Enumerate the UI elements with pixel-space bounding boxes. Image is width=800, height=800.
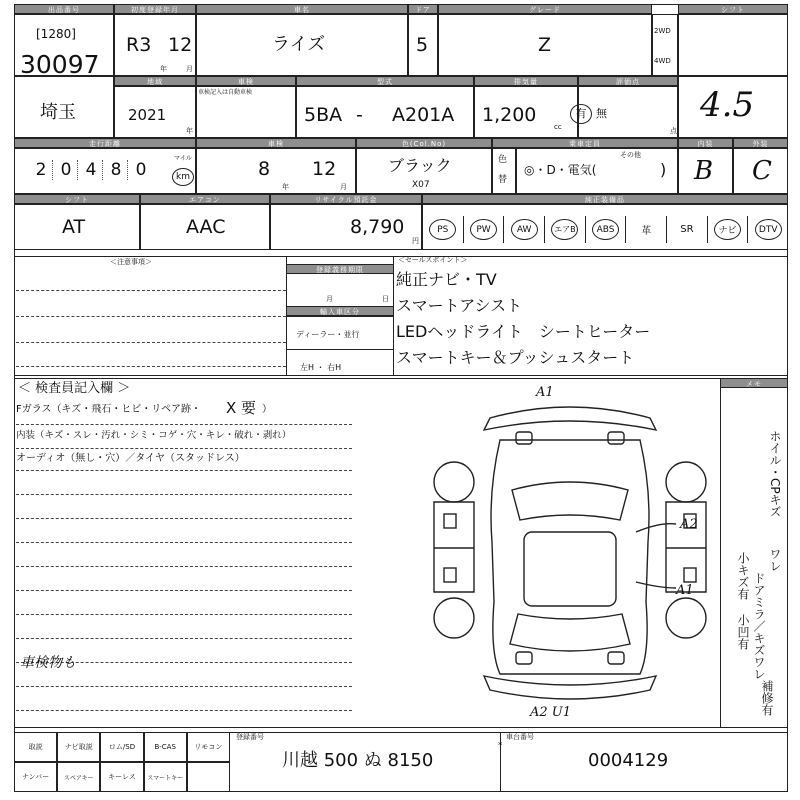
score-cell xyxy=(578,86,678,138)
equipment-ps: PS xyxy=(423,216,464,243)
score-unit: 点 xyxy=(670,127,677,135)
recycle-value: 8,790 xyxy=(350,216,405,238)
inspector-line-glass: Fガラス（キズ・飛石・ヒビ・リペア跡・ xyxy=(16,404,202,415)
equipment-pw: PW xyxy=(464,216,505,243)
model-code: A201A xyxy=(392,104,455,126)
header-inspection-expiry: 車検 xyxy=(196,138,356,148)
top-right-cell xyxy=(678,14,788,76)
header-mileage: 走行距離 xyxy=(14,138,196,148)
inspection-year: 8 xyxy=(258,158,271,180)
month-value: 12 xyxy=(168,34,193,56)
header-region: 地域 xyxy=(114,76,196,86)
color-value: ブラック xyxy=(388,156,452,175)
footer-chassis-number: 0004129 xyxy=(588,750,669,771)
model-year-value: 2021 xyxy=(128,106,167,124)
equipment-sunroof: SR xyxy=(667,216,708,243)
memo-text-5: 小凹有 xyxy=(736,614,750,650)
tax-no: 無 xyxy=(596,107,607,120)
mileage-digit: 2 xyxy=(30,160,53,180)
era-value: R3 xyxy=(126,34,152,56)
registration-month: 月 xyxy=(326,295,333,303)
footer-chassis-label: 車台番号 xyxy=(506,733,534,741)
displacement-value: 1,200 xyxy=(482,104,537,126)
footer-chassis-prefix: * xyxy=(498,741,503,751)
shift-value: AT xyxy=(62,216,86,238)
header-exterior: 外装 xyxy=(733,138,788,148)
header-memo: メモ xyxy=(720,378,788,388)
drive-2wd: 2WD xyxy=(654,27,671,35)
header-displacement: 排気量 xyxy=(474,76,578,86)
footer-keyless: キーレス xyxy=(100,762,143,792)
grade-value: Z xyxy=(538,34,552,56)
tax-yes-circle: 有 xyxy=(570,104,592,124)
model-year-unit: 年 xyxy=(186,127,193,135)
lot-prefix: [1280] xyxy=(36,27,76,41)
aircon-value: AAC xyxy=(186,216,226,238)
inspection-note: 車検記入は自動車検 xyxy=(198,89,253,96)
displacement-unit: cc xyxy=(554,123,562,131)
memo-text-3: ドアミラ／キズワレ xyxy=(752,572,766,680)
header-interior: 内装 xyxy=(678,138,733,148)
door-value: 5 xyxy=(416,34,429,56)
footer-remote: リモコン xyxy=(187,732,230,762)
fuel-other-label: その他 xyxy=(620,151,641,159)
exterior-grade: C xyxy=(752,156,772,186)
inspection-year-unit: 年 xyxy=(282,183,289,191)
mileage-mile: マイル xyxy=(174,155,192,162)
color-code: X07 xyxy=(412,180,430,190)
import-type: ディーラー・並行 xyxy=(296,330,360,339)
footer-bcas: B-CAS xyxy=(144,732,187,762)
header-registration: 登録義務期限 xyxy=(286,264,394,274)
footer-plate: ナンバー xyxy=(14,762,57,792)
equipment-airbag: エアB xyxy=(545,216,586,243)
footer-accessory-grid xyxy=(14,732,230,792)
car-damage-diagram xyxy=(420,382,720,722)
inspector-line-audio: オーディオ（無し・穴）／タイヤ（スタッドレス） xyxy=(16,453,245,464)
mileage-digit: 0 xyxy=(55,160,78,180)
mileage-digits xyxy=(30,160,152,180)
footer-reg-label: 登録番号 xyxy=(236,733,264,741)
registration-day: 日 xyxy=(382,295,389,303)
damage-mark-rear: A2 U1 xyxy=(530,705,572,720)
header-aircon: エアコン xyxy=(140,194,270,204)
header-score: 評価点 xyxy=(578,76,678,86)
fuel-close: ) xyxy=(660,160,667,179)
memo-text-6: 補修有 xyxy=(760,680,774,716)
lot-number: 30097 xyxy=(20,50,100,79)
color-change-label-2: 替 xyxy=(498,175,508,185)
equipment-abs: ABS xyxy=(586,216,627,243)
equipment-aw: AW xyxy=(504,216,545,243)
header-grade: グレード xyxy=(438,4,652,14)
interior-grade: B xyxy=(694,156,714,186)
recycle-unit: 円 xyxy=(412,237,419,245)
sales-point-4: スマートキー＆プッシュスタート xyxy=(396,348,635,367)
sales-title: ＜セールスポイント＞ xyxy=(398,256,468,264)
sales-point-3: LEDヘッドライト シートヒーター xyxy=(396,322,651,341)
header-color: 色(Col.No) xyxy=(356,138,492,148)
inspector-handwritten-note: 車検物も xyxy=(20,655,76,671)
year-unit: 年 xyxy=(160,65,167,73)
inspection-month: 12 xyxy=(312,158,337,180)
memo-text-4: 小キズ有 xyxy=(736,552,750,600)
sales-point-1: 純正ナビ・TV xyxy=(396,270,497,289)
inspector-glass-close: ） xyxy=(262,404,272,415)
memo-text-1: ホイル・CPキズ xyxy=(768,430,782,518)
mileage-digit: 0 xyxy=(135,160,147,180)
header-car-name: 車名 xyxy=(196,4,408,14)
month-unit: 月 xyxy=(186,65,193,73)
header-import: 輸入車区分 xyxy=(286,306,394,316)
footer-smartkey: スマートキー xyxy=(144,762,187,792)
header-shift-top: シフト xyxy=(678,4,788,14)
mileage-digit: 8 xyxy=(105,160,128,180)
damage-mark-front: A1 xyxy=(536,385,554,400)
header-model: 型式 xyxy=(296,76,474,86)
header-session: 出品番号 xyxy=(14,4,114,14)
equipment-list xyxy=(423,216,788,243)
footer-spare-key: スペアキー xyxy=(57,762,100,792)
equipment-leather: 革 xyxy=(626,216,667,243)
mileage-digit: 4 xyxy=(80,160,103,180)
drive-4wd: 4WD xyxy=(654,57,671,65)
inspector-line-interior: 内装（キズ・スレ・汚れ・シミ・コゲ・穴・キレ・破れ・剥れ） xyxy=(16,430,292,441)
footer-manual: 取説 xyxy=(14,732,57,762)
fuel-options: ◎・D・電気( xyxy=(524,163,597,177)
color-change-label-1: 色 xyxy=(498,155,508,165)
footer-empty xyxy=(187,762,230,792)
car-name-value: ライズ xyxy=(272,34,326,55)
footer-navi-manual: ナビ取説 xyxy=(57,732,100,762)
header-shift: シフト xyxy=(14,194,140,204)
header-inspection: 車検 xyxy=(196,76,296,86)
inspection-month-unit: 月 xyxy=(340,183,347,191)
header-recycle: リサイクル預託金 xyxy=(270,194,422,204)
damage-mark-right-rear: A1 xyxy=(676,583,694,598)
score-value: 4.5 xyxy=(700,85,755,125)
header-seat: 乗車定員 xyxy=(492,138,678,148)
inspector-glass-mark: X 要 xyxy=(226,399,257,417)
region-value: 埼玉 xyxy=(40,102,76,123)
model-prefix: 5BA xyxy=(304,104,343,126)
footer-reg-number: 川越 500 ぬ 8150 xyxy=(282,750,434,771)
handle-type: 左H ・ 右H xyxy=(300,363,342,372)
header-first-registration: 初度登録年月 xyxy=(114,4,196,14)
inspector-title: ＜ 検査員記入欄 ＞ xyxy=(18,381,131,396)
footer-rom-sd: ロム/SD xyxy=(100,732,143,762)
equipment-navi: ナビ xyxy=(708,216,749,243)
model-dash: - xyxy=(356,104,363,126)
equipment-dtv: DTV xyxy=(748,216,788,243)
drive-cell xyxy=(652,14,678,76)
header-equipment: 純正装備品 xyxy=(422,194,788,204)
sales-point-2: スマートアシスト xyxy=(396,296,523,315)
memo-text-2: ワレ xyxy=(768,548,782,572)
mileage-km-circle: km xyxy=(172,168,194,186)
damage-mark-right-front: A2 xyxy=(680,517,698,532)
notes-title: ＜注意事項＞ xyxy=(110,258,152,266)
header-door: ドア xyxy=(408,4,438,14)
